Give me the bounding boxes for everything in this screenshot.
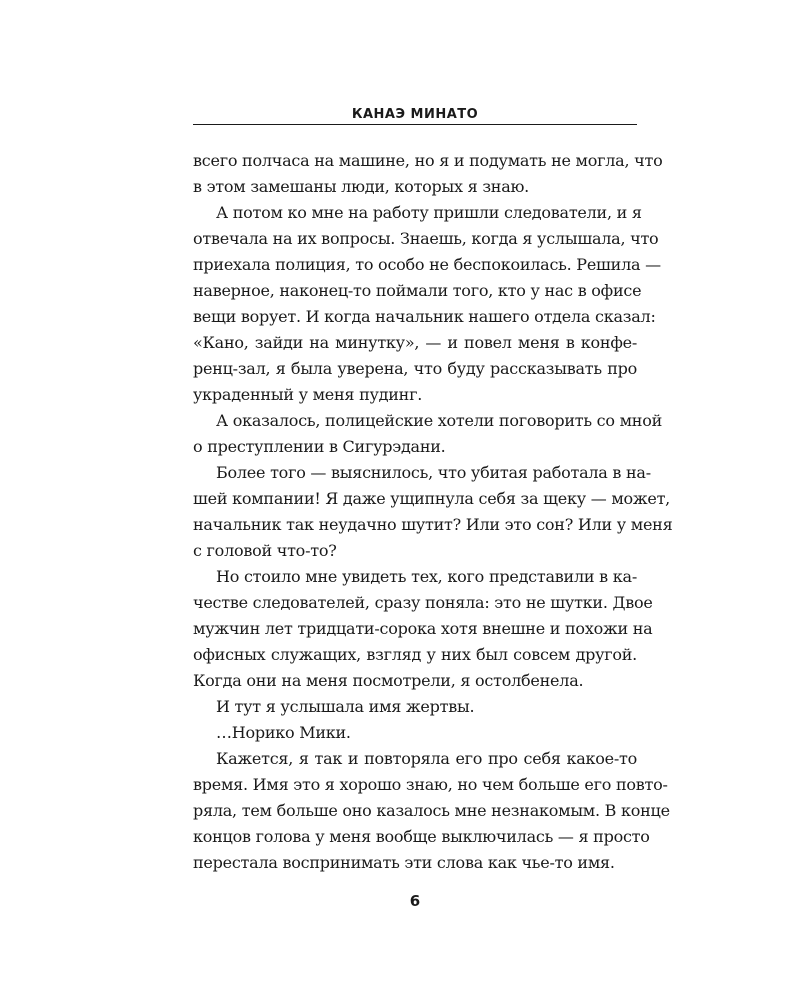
text-line: И тут я услышала имя жертвы. bbox=[216, 697, 475, 716]
text-line: с головой что-то? bbox=[193, 541, 337, 560]
text-line: приехала полиция, то особо не беспокоилась. Решила — bbox=[193, 255, 661, 274]
text-line: о преступлении в Сигурэдани. bbox=[193, 437, 446, 456]
text-line: «Кано, зайди на минутку», — и повел меня в конфе- bbox=[193, 333, 637, 352]
text-line: Кажется, я так и повторяла его про себя какое-то bbox=[216, 749, 637, 768]
text-line: в этом замешаны люди, которых я знаю. bbox=[193, 177, 530, 196]
text-line: время. Имя это я хорошо знаю, но чем больше его повто- bbox=[193, 775, 668, 794]
text-line: шей компании! Я даже ущипнула себя за щеку — может, bbox=[193, 489, 671, 508]
text-line: Но стоило мне увидеть тех, кого представили в ка- bbox=[216, 567, 637, 586]
text-line: офисных служащих, взгляд у них был совсем другой. bbox=[193, 645, 637, 664]
text-line: наверное, наконец-то поймали того, кто у нас в офисе bbox=[193, 281, 642, 300]
text-line: Более того — выяснилось, что убитая работала в на- bbox=[216, 463, 651, 482]
running-head: КАНАЭ МИНАТО bbox=[351, 107, 479, 122]
header-rule bbox=[193, 124, 637, 125]
text-line: А потом ко мне на работу пришли следователи, и я bbox=[216, 203, 642, 222]
text-line: ренц-зал, я была уверена, что буду рассказывать про bbox=[193, 359, 637, 378]
text-line: Когда они на меня посмотрели, я остолбенела. bbox=[193, 671, 584, 690]
text-line: …Норико Мики. bbox=[216, 723, 351, 742]
text-line: честве следователей, сразу поняла: это не шутки. Двое bbox=[193, 593, 653, 612]
text-line: перестала воспринимать эти слова как чье-то имя. bbox=[193, 853, 615, 872]
text-line: начальник так неудачно шутит? Или это сон? Или у меня bbox=[193, 515, 673, 534]
text-line: концов голова у меня вообще выключилась — я просто bbox=[193, 827, 650, 846]
page-number: 6 bbox=[409, 892, 421, 910]
text-line: вещи ворует. И когда начальник нашего отдела сказал: bbox=[193, 307, 656, 326]
text-line: всего полчаса на машине, но я и подумать не могла, что bbox=[193, 151, 663, 170]
text-line: ряла, тем больше оно казалось мне незнакомым. В конце bbox=[193, 801, 670, 820]
body-text bbox=[193, 148, 673, 876]
text-line: мужчин лет тридцати-сорока хотя внешне и похожи на bbox=[193, 619, 653, 638]
text-line: украденный у меня пудинг. bbox=[193, 385, 423, 404]
text-line: А оказалось, полицейские хотели поговорить со мной bbox=[216, 411, 662, 430]
text-line: отвечала на их вопросы. Знаешь, когда я услышала, что bbox=[193, 229, 659, 248]
